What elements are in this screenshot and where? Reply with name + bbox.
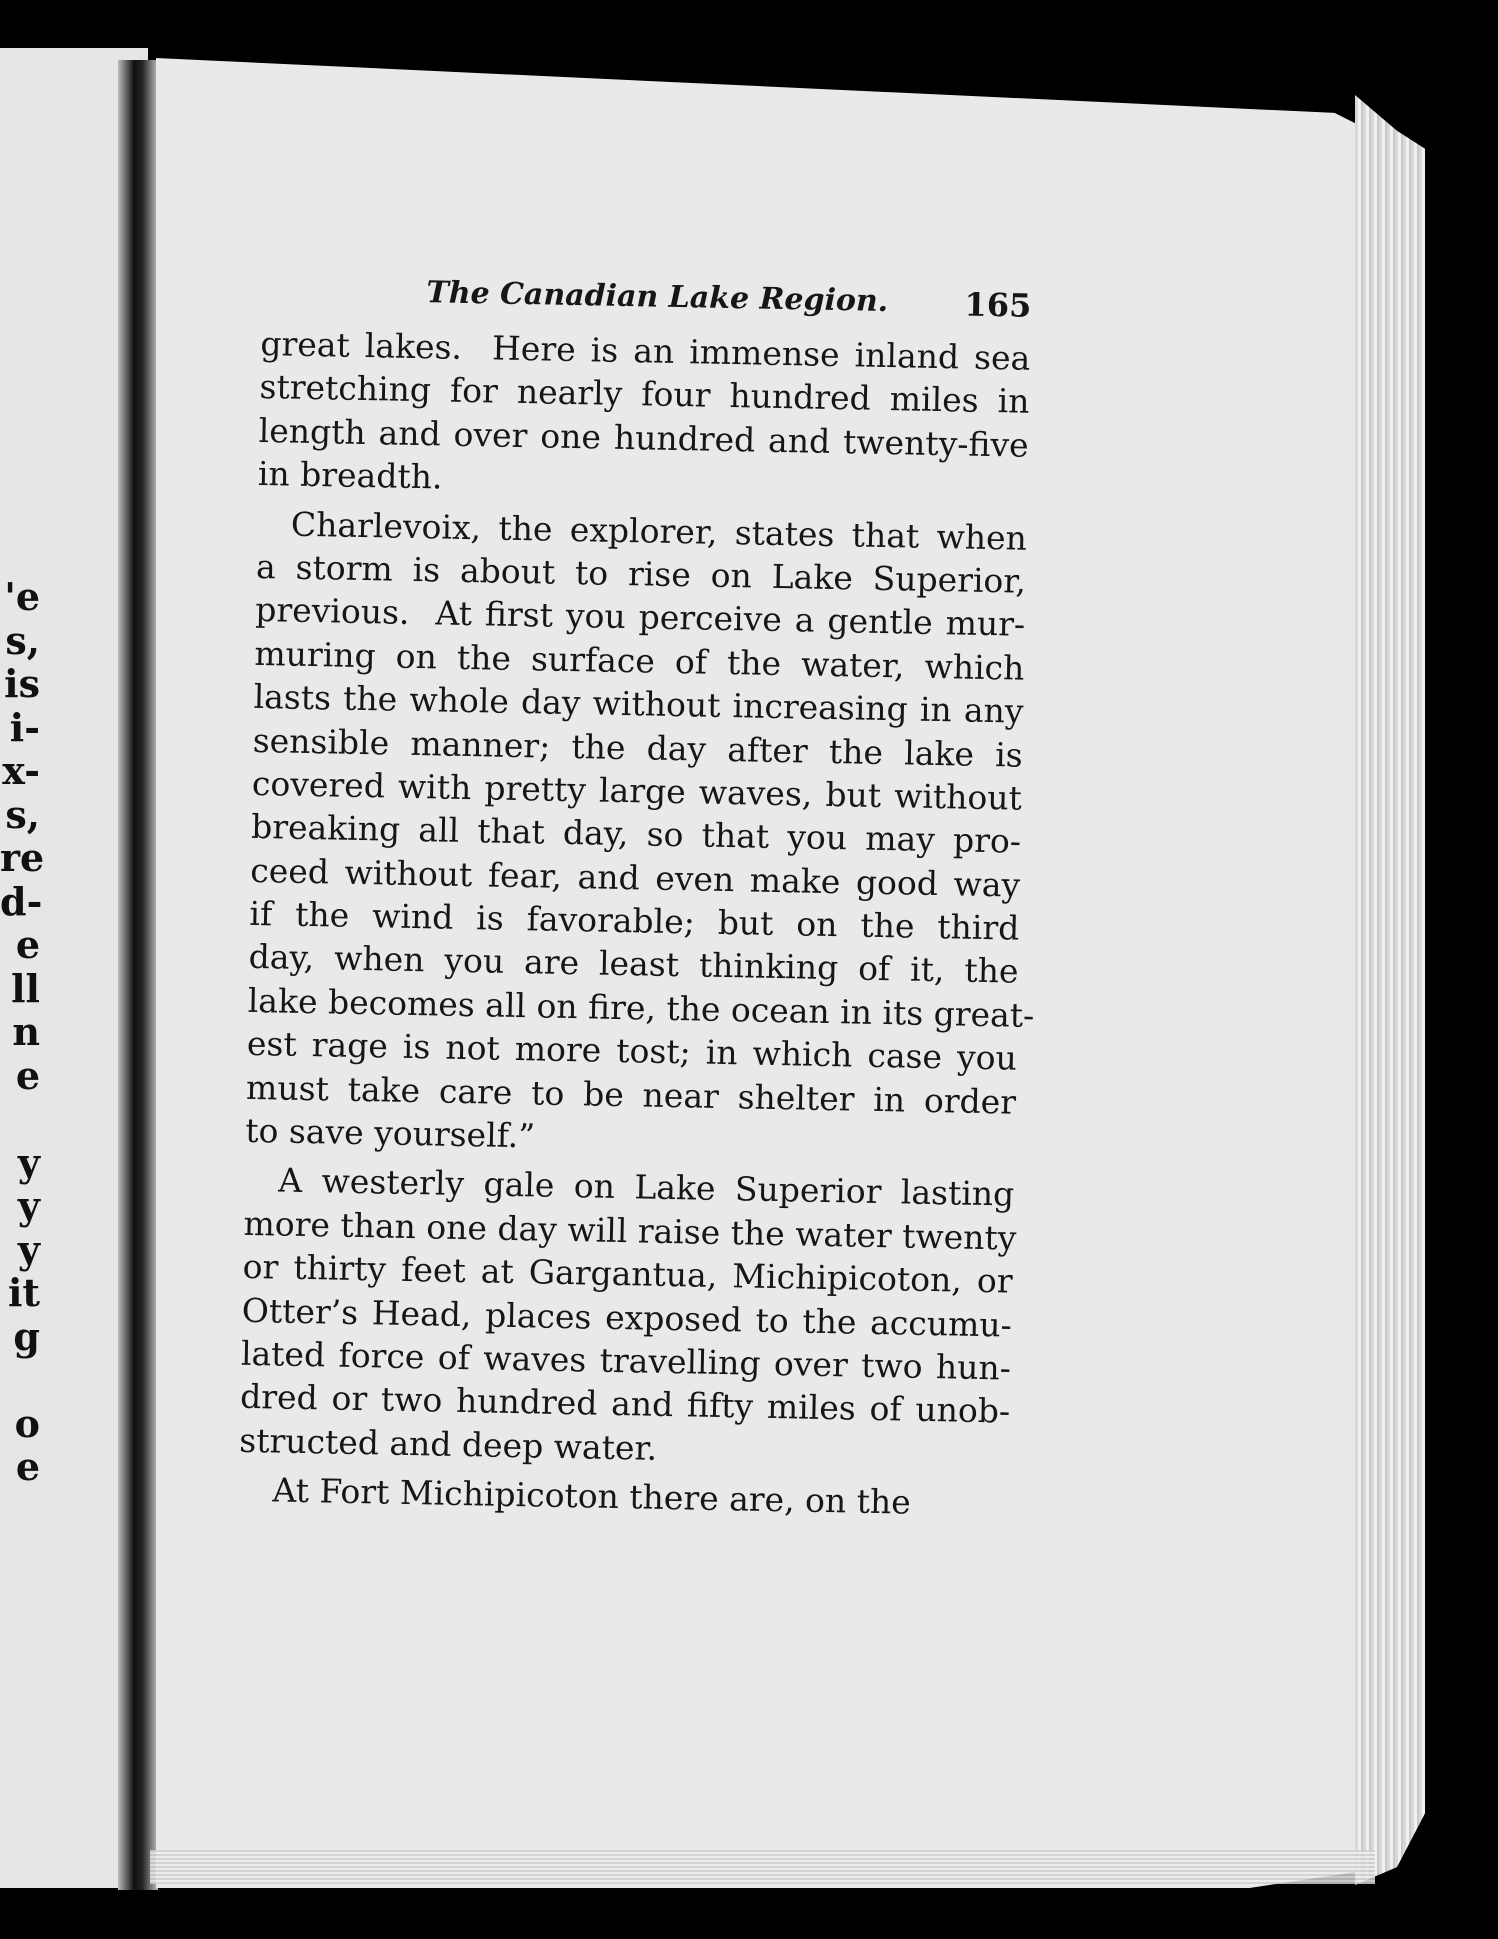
previous-page-text-fragments bbox=[0, 574, 45, 1489]
margin-fragment: s, bbox=[5, 791, 40, 837]
text-line: lasts the whole day without increasing in any bbox=[253, 677, 1024, 731]
text-line: Otter’s Head, places exposed to the accumu- bbox=[241, 1290, 1013, 1345]
margin-fragment: s, bbox=[5, 617, 40, 663]
text-line: breaking all that day, so that you may pro- bbox=[250, 807, 1022, 861]
margin-fragment: d- bbox=[0, 878, 43, 924]
text-line: est rage is not more tost; in which case you bbox=[246, 1024, 1018, 1078]
paragraph bbox=[238, 1468, 1009, 1526]
text-line: to save yourself.” bbox=[244, 1110, 536, 1156]
margin-fragment: y bbox=[17, 1183, 40, 1228]
page-edges bbox=[1355, 95, 1425, 1885]
paragraph bbox=[258, 322, 1031, 510]
text-line: more than one day will raise the water twenty bbox=[243, 1203, 1017, 1258]
page-bottom-edges bbox=[150, 1850, 1375, 1884]
text-line: day, when you are least thinking of it, the bbox=[248, 937, 1019, 992]
margin-fragment: o bbox=[14, 1400, 40, 1446]
book-gutter bbox=[118, 60, 158, 1890]
text-line: ceed without fear, and even make good way bbox=[249, 850, 1021, 905]
margin-fragment: g bbox=[13, 1313, 40, 1359]
margin-fragment: e bbox=[15, 1052, 40, 1098]
margin-fragment: x- bbox=[2, 748, 40, 793]
text-line: dred or two hundred and fifty miles of unob- bbox=[239, 1377, 1011, 1431]
text-line: in breadth. bbox=[257, 454, 443, 497]
margin-fragment: i- bbox=[9, 704, 40, 750]
margin-fragment: y bbox=[17, 1139, 40, 1185]
text-line: Charlevoix, the explorer, states that when bbox=[290, 504, 1028, 558]
text-line: great lakes. Here is an immense inland sea bbox=[260, 323, 1031, 378]
margin-fragment bbox=[0, 1097, 40, 1141]
margin-fragment: is bbox=[4, 661, 40, 706]
text-line: if the wind is favorable; but on the third bbox=[249, 893, 1020, 948]
text-line: A westerly gale on Lake Superior lasting bbox=[277, 1160, 1015, 1215]
text-line: lake becomes all on fire, the ocean in its great- bbox=[247, 980, 1035, 1035]
running-title: The Canadian Lake Region. bbox=[426, 275, 889, 320]
margin-fragment: ll bbox=[11, 965, 40, 1011]
text-line: At Fort Michipicoton there are, on the bbox=[272, 1470, 912, 1522]
page-number: 165 bbox=[964, 285, 1032, 325]
paragraph bbox=[239, 1158, 1015, 1476]
paragraph bbox=[244, 502, 1035, 1168]
margin-fragment: y bbox=[17, 1226, 40, 1272]
margin-fragment: 'e bbox=[4, 574, 40, 619]
text-line: structed and deep water. bbox=[239, 1420, 658, 1468]
margin-fragment: e bbox=[15, 1444, 40, 1489]
text-line: sensible manner; the day after the lake is bbox=[252, 720, 1024, 775]
text-line: stretching for nearly four hundred miles in bbox=[259, 367, 1030, 422]
margin-fragment: e bbox=[15, 922, 40, 967]
text-line: lated force of waves travelling over two hun- bbox=[240, 1333, 1012, 1388]
text-line: or thirty feet at Gargantua, Michipicoton, or bbox=[242, 1247, 1013, 1301]
text-line: a storm is about to rise on Lake Superior, bbox=[255, 546, 1027, 601]
text-line: covered with pretty large waves, but without bbox=[251, 763, 1023, 818]
text-line: previous. At first you perceive a gentle mur- bbox=[254, 590, 1026, 645]
margin-fragment bbox=[0, 1358, 40, 1402]
text-line: must take care to be near shelter in order bbox=[245, 1067, 1017, 1122]
text-line: length and over one hundred and twenty-five bbox=[258, 410, 1030, 465]
body-text bbox=[238, 322, 1035, 1526]
margin-fragment: it bbox=[8, 1270, 40, 1315]
margin-fragment: n bbox=[12, 1009, 40, 1054]
text-line: muring on the surface of the water, which bbox=[254, 633, 1025, 688]
margin-fragment: re bbox=[0, 835, 45, 880]
page-text bbox=[238, 262, 1035, 1532]
